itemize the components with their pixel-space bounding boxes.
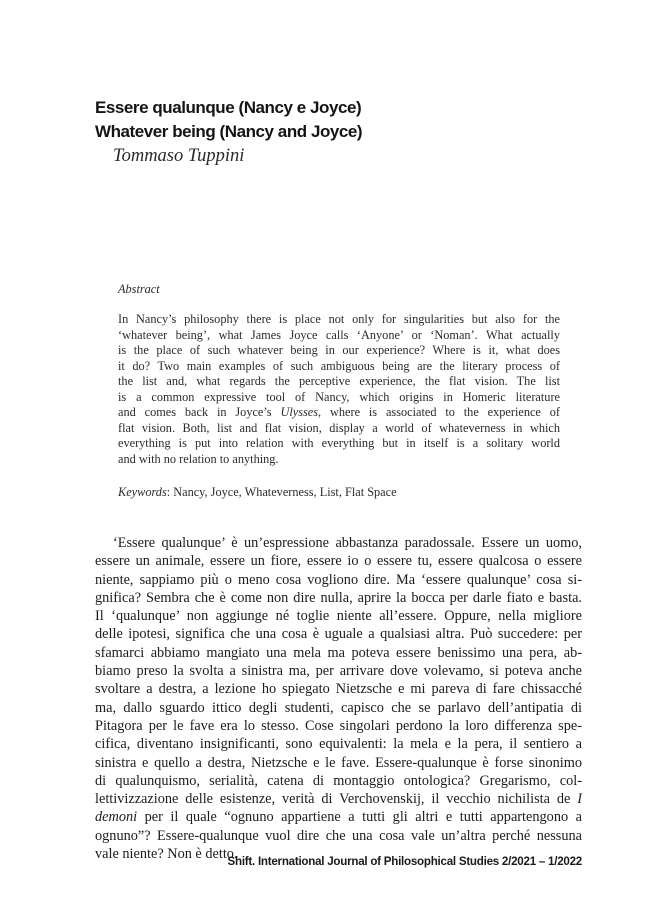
body-text-span: per il quale “ognuno appartiene a tutti gli altri e tutti appartengono a [137,809,582,826]
abstract-text-span: and comes back in Joyce’s [118,405,272,419]
keywords-list: : Nancy, Joyce, Whateverness, List, Flat Space [166,485,397,499]
body-line [95,790,582,808]
body-text-span: lettivizzazione delle esistenze, verità di Verchovenskij, il vecchio nichilista de [95,791,571,808]
abstract-line: the list and, what regards the perceptive experience, the flat vision. The list [118,374,560,388]
book-title-ulysses: Ulysses [280,405,319,419]
book-title-i: I [577,791,582,808]
body-paragraph [95,534,582,863]
body-line: sfamarci abbiamo mangiato una mela ma poteva essere benissimo una pera, ab- [95,644,582,661]
body-line: ma, dallo sguardo ittico degli studenti, capisco che se parlavo dell’antipatia di [95,699,582,716]
book-title-demoni: demoni [95,809,138,826]
body-line: gnifica? Sembra che è come non dire nulla, aprire la bocca per darle fiato e basta. [95,589,582,606]
body-line: svoltare a destra, a lezione ho spiegato Nietzsche e mi pareva di fare chissacché [95,681,582,698]
abstract-heading: Abstract [118,282,160,296]
abstract-line: and with no relation to anything. [118,451,279,466]
body-line: sinistra e quello a destra, Nietzsche e le fave. Essere-qualunque è forse sinonimo [95,754,582,771]
abstract-line: In Nancy’s philosophy there is place not only for singularities but also for the [118,312,560,326]
abstract-line: everything is put into relation with everything but in itself is a solitary world [118,436,560,450]
body-line: ‘Essere qualunque’ è un’espressione abbastanza paradossale. Essere un uomo, [113,535,582,551]
body-line: ognuno”? Essere-qualunque vuol dire che una cosa vale un’altra perché nessuna [95,827,582,844]
abstract-section [118,281,560,500]
body-line: cifica, diventano insignificanti, sono equivalenti: la mela e la pera, il sentiero a [95,736,582,753]
body-line: biamo preso la svolta a sinistra ma, per arrivare dove volevamo, si poteva anche [95,663,582,680]
abstract-line: it do? Two main examples of such ambiguous being are the literary process of [118,358,560,373]
abstract-text [118,312,560,467]
abstract-line: ‘whatever being’, what James Joyce calls ‘Anyone’ or ‘Noman’. What actually [118,327,560,342]
body-line: Il ‘qualunque’ non aggiunge né toglie niente all’essere. Oppure, nella migliore [95,608,582,625]
body-line: Pitagora per le fave era lo stesso. Cose singolari perdono la loro differenza spe- [95,717,582,734]
body-line: essere un animale, essere un fiore, essere io o essere tu, essere qualcosa o essere [95,553,582,570]
body-line: di qualunquismo, serialità, catena di montaggio ontologica? Gregarismo, col- [95,772,582,789]
abstract-line: flat vision. Both, list and flat vision, display a world of whateverness in which [118,420,560,435]
abstract-text-span: , where is associated to the experience of [318,405,560,419]
body-line [95,808,582,826]
body-line: vale niente? Non è detto. [95,846,238,863]
keywords-label: Keywords [118,485,167,499]
body-line: niente, sappiamo più o meno cosa vogliono dire. Ma ‘essere qualunque’ cosa si- [95,571,582,588]
abstract-line [118,405,560,421]
article-title-english: Whatever being (Nancy and Joyce) [95,122,363,141]
abstract-line: is the place of such whatever being in our experience? Where is it, what does [118,343,560,357]
abstract-line: is a common expressive tool of Nancy, which origins in Homeric literature [118,389,560,404]
journal-footer: Shift. International Journal of Philosophical Studies 2/2021 – 1/2022 [227,855,582,868]
author-name: Tommaso Tuppini [113,146,245,166]
article-header [95,96,575,168]
keywords [118,484,560,500]
body-line: delle ipotesi, significa che una cosa è uguale a qualsiasi altra. Può succedere: per [95,626,582,643]
article-title-italian: Essere qualunque (Nancy e Joyce) [95,98,362,117]
